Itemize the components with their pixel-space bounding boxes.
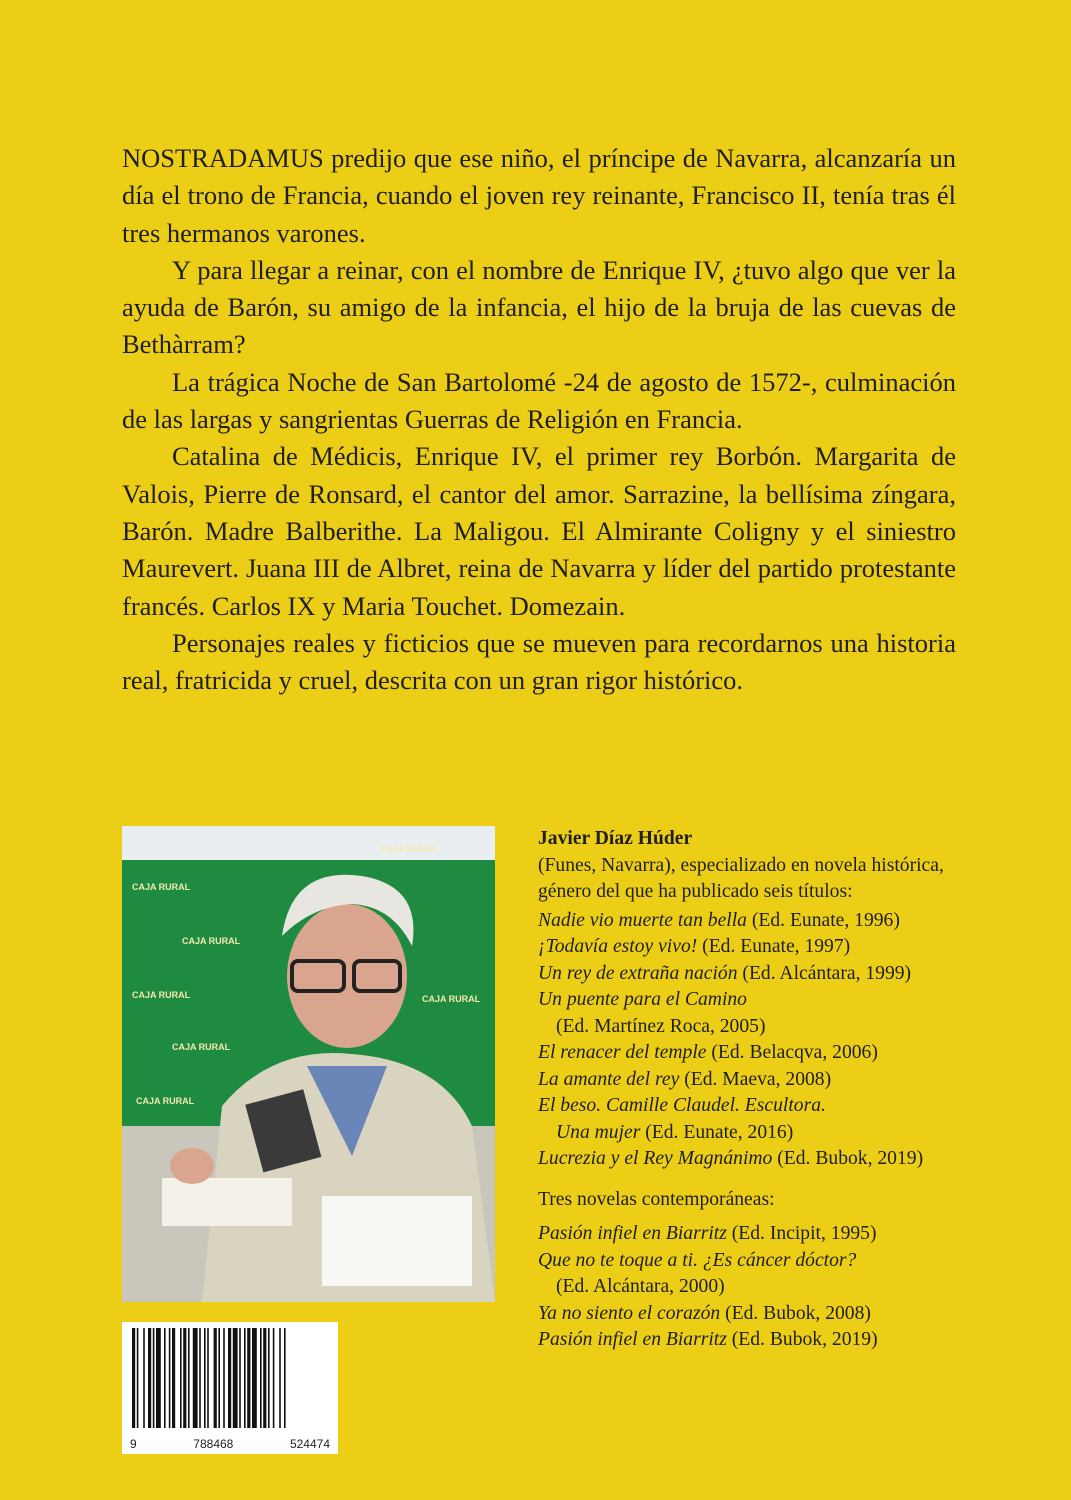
book-publisher: (Ed. Eunate, 2016) <box>640 1121 794 1143</box>
barcode-bar <box>153 1328 155 1428</box>
book-entry <box>538 1248 958 1301</box>
barcode-bar <box>223 1328 225 1428</box>
book-publisher: (Ed. Martínez Roca, 2005) <box>556 1015 766 1037</box>
book-title: El renacer del temple <box>538 1042 707 1063</box>
barcode-bar <box>156 1328 161 1428</box>
book-publisher: (Ed. Eunate, 1997) <box>697 936 851 957</box>
banner-logo-text: CAJA RURAL <box>380 844 439 854</box>
barcode-bar <box>148 1328 151 1428</box>
book-entry <box>538 1067 958 1094</box>
barcode-bar <box>284 1328 286 1428</box>
barcode-bar <box>263 1328 266 1428</box>
book-entry <box>538 934 958 961</box>
barcode-bar <box>214 1328 217 1428</box>
book-title: La amante del rey <box>538 1068 680 1090</box>
barcode-bar <box>228 1328 231 1428</box>
synopsis-paragraph: NOSTRADAMUS predijo que ese niño, el príncipe de Navarra, alcanzaría un día el trono de Francia, cuando el joven rey reinante, Francisco II, tenía tras él tres hermanos varones. <box>122 143 956 248</box>
author-name: Javier Díaz Húder <box>538 828 693 849</box>
banner-logo-text: CAJA RURAL <box>132 990 191 1000</box>
book-title: Lucrezia y el Rey Magnánimo <box>538 1148 773 1169</box>
barcode-bar <box>247 1328 250 1428</box>
barcode-bar <box>199 1328 201 1428</box>
book-entry <box>538 961 958 988</box>
book-title: Pasión infiel en Biarritz <box>538 1329 727 1350</box>
barcode-digit-first: 9 <box>130 1437 137 1451</box>
barcode-bar <box>268 1328 270 1428</box>
barcode-bar <box>204 1328 206 1428</box>
book-entry <box>538 1327 958 1354</box>
book-entry <box>538 1040 958 1067</box>
book-publisher: (Ed. Bubok, 2019) <box>772 1148 924 1169</box>
book-title: Pasión infiel en Biarritz <box>538 1223 727 1244</box>
book-publisher: (Ed. Alcántara, 1999) <box>737 962 912 984</box>
book-entry <box>538 908 958 935</box>
barcode-bar <box>252 1328 257 1428</box>
book-publisher: (Ed. Belacqva, 2006) <box>706 1042 878 1063</box>
barcode-bar <box>137 1328 139 1428</box>
author-photo <box>122 826 495 1302</box>
book-entry <box>538 1221 958 1248</box>
author-photo-illustration <box>122 826 495 1302</box>
barcode-bar <box>218 1328 220 1428</box>
barcode-bar <box>233 1328 238 1428</box>
synopsis-paragraph: La trágica Noche de San Bartolomé -24 de agosto de 1572-, culminación de las largas y sangrientas Guerras de Religión en Francia. <box>122 366 956 435</box>
barcode-bar <box>188 1328 190 1428</box>
banner-logo-text: CAJA RURAL <box>172 1042 231 1052</box>
book-title: Un rey de extraña nación <box>538 962 738 984</box>
book-entry <box>538 1093 958 1146</box>
book-title: Un puente para el Camino <box>538 989 747 1010</box>
barcode-digit-group-right: 524474 <box>289 1437 330 1451</box>
barcode-bar <box>207 1328 209 1428</box>
book-title-continued: Una mujer <box>556 1121 641 1143</box>
barcode-bar <box>260 1328 262 1428</box>
author-intro: (Funes, Navarra), especializado en novela histórica, género del que ha publicado seis títulos: <box>538 854 944 902</box>
book-title: ¡Todavía estoy vivo! <box>538 936 698 957</box>
banner-logo-text: CAJA RURAL <box>182 936 241 946</box>
book-publisher: (Ed. Maeva, 2008) <box>679 1068 832 1090</box>
book-title: El beso. Camille Claudel. Escultora. <box>538 1095 826 1116</box>
barcode-bar <box>244 1328 246 1428</box>
book-publisher: (Ed. Eunate, 1996) <box>746 909 900 931</box>
book-publisher: (Ed. Bubok, 2008) <box>720 1302 871 1324</box>
barcode-bar <box>193 1328 198 1428</box>
barcode-bar <box>279 1328 281 1428</box>
barcode-bar <box>239 1328 241 1428</box>
barcode-bar <box>180 1328 182 1428</box>
banner-logo-text: CAJA RURAL <box>132 882 191 892</box>
book-publisher: (Ed. Incipit, 1995) <box>726 1223 877 1244</box>
contemporary-novels-list <box>538 1221 958 1354</box>
book-title: Que no te toque a ti. ¿Es cáncer dóctor? <box>538 1249 857 1271</box>
book-title: Nadie vio muerte tan bella <box>538 909 747 931</box>
barcode-bars <box>122 1322 338 1434</box>
barcode-digit-group-left: 788468 <box>193 1437 234 1451</box>
synopsis-paragraph: Personajes reales y ficticios que se mueven para recordarnos una historia real, fratricida y cruel, descrita con un gran rigor histórico. <box>122 627 956 696</box>
book-entry-continued <box>538 1120 958 1147</box>
back-cover-synopsis <box>122 140 956 699</box>
synopsis-paragraph: Y para llegar a reinar, con el nombre de Enrique IV, ¿tuvo algo que ver la ayuda de Barón, su amigo de la infancia, el hijo de la bruja de las cuevas de Bethàrram? <box>122 254 956 360</box>
barcode-bar <box>164 1328 166 1428</box>
historical-novels-list <box>538 908 958 1173</box>
barcode-bar <box>273 1328 275 1428</box>
book-entry <box>538 987 958 1040</box>
barcode-bar <box>183 1328 186 1428</box>
barcode-bar <box>143 1328 145 1428</box>
barcode-digits <box>122 1437 338 1451</box>
book-title: Ya no siento el corazón <box>538 1302 721 1324</box>
banner-logo-text: CAJA RURAL <box>136 1096 195 1106</box>
barcode-bar <box>172 1328 175 1428</box>
book-publisher: (Ed. Bubok, 2019) <box>726 1329 878 1350</box>
author-biography <box>538 826 958 1354</box>
banner-logo-text: CAJA RURAL <box>422 994 481 1004</box>
synopsis-paragraph: Catalina de Médicis, Enrique IV, el primer rey Borbón. Margarita de Valois, Pierre de Ronsard, el cantor del amor. Sarrazine, la bellísima zíngara, Barón. Madre Balberithe. La Maligou. El Almirante Coligny y el siniestro Maurevert. Juana III de Albret, reina de Navarra y líder del partido protestante francés. Carlos IX y Maria Touchet. Domezain. <box>122 441 956 621</box>
book-entry <box>538 1146 958 1173</box>
isbn-barcode <box>122 1322 338 1454</box>
barcode-bar <box>132 1328 135 1428</box>
contemporary-heading: Tres novelas contemporáneas: <box>538 1188 775 1210</box>
barcode-bar <box>169 1328 171 1428</box>
book-publisher: (Ed. Alcántara, 2000) <box>556 1276 725 1297</box>
book-entry <box>538 1301 958 1328</box>
